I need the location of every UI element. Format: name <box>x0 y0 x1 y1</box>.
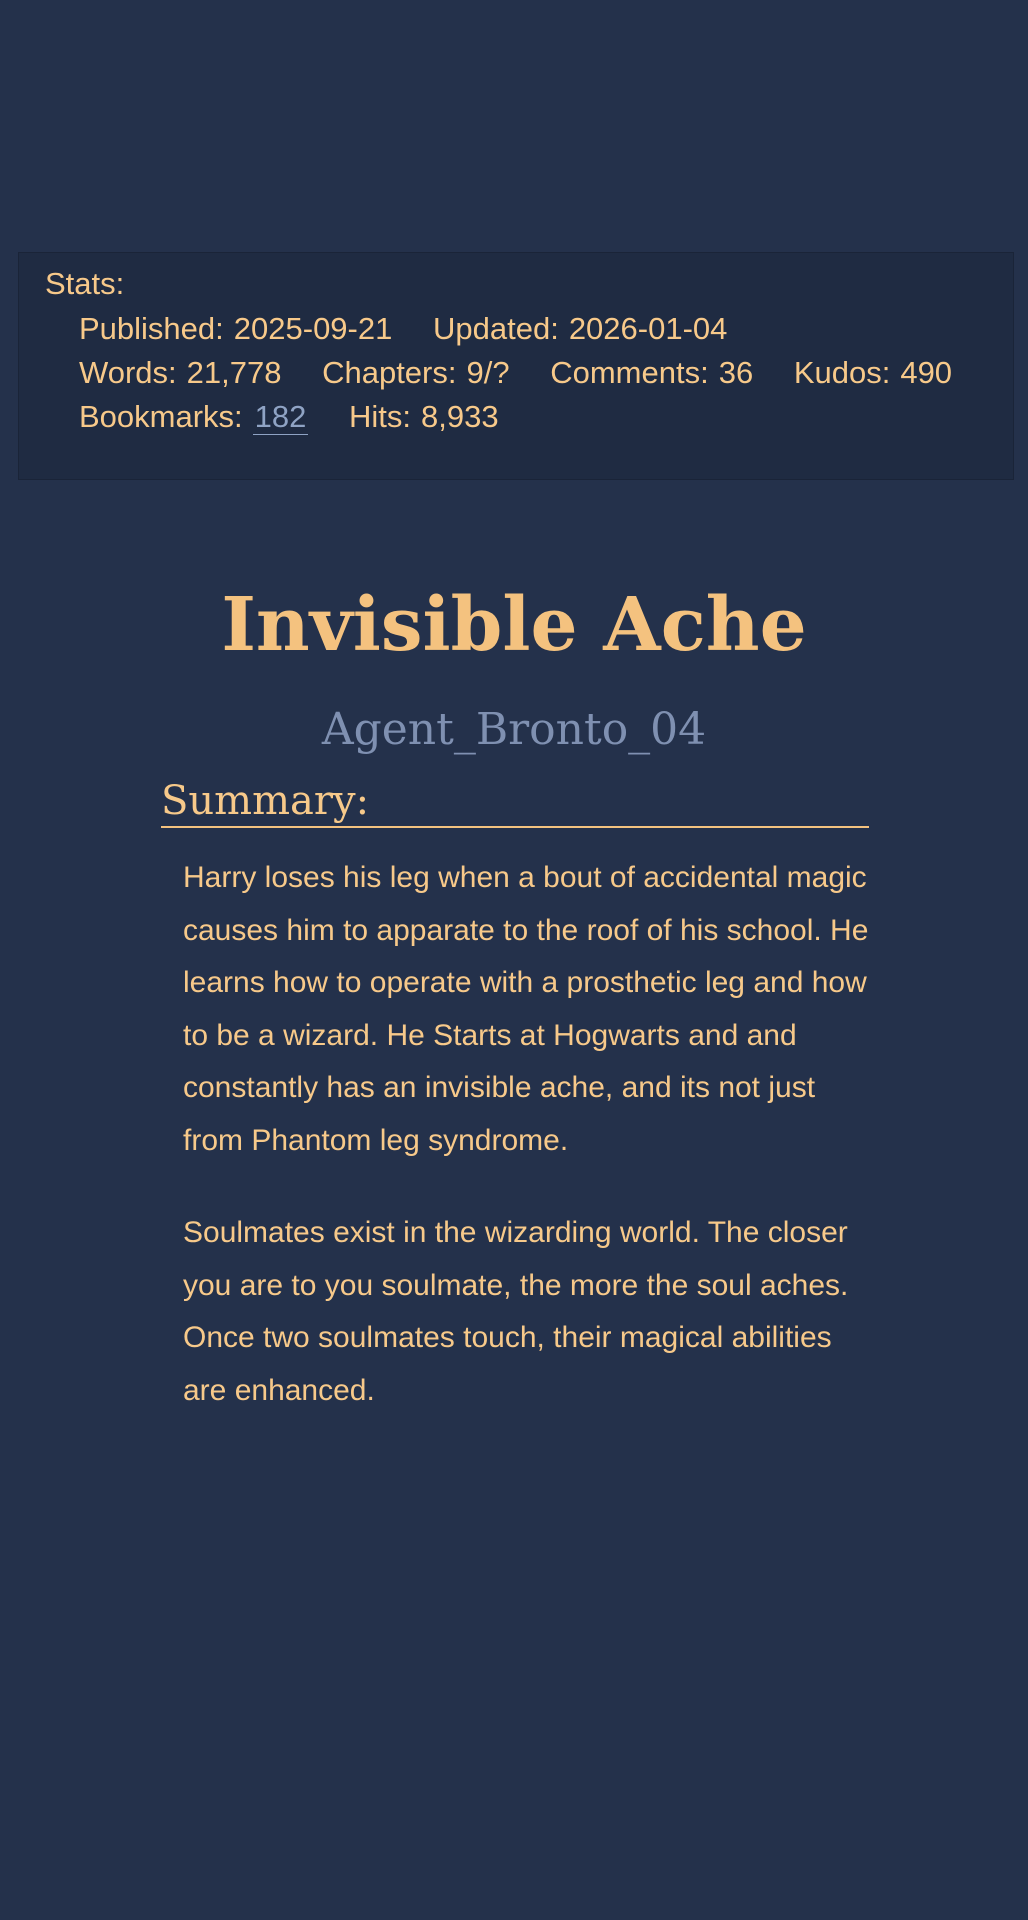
stat-updated-label: Updated: <box>432 311 559 346</box>
stats-list <box>79 307 989 439</box>
work-title: Invisible Ache <box>221 582 807 668</box>
stat-published-label: Published: <box>79 311 224 346</box>
stat-kudos-label: Kudos: <box>793 355 891 390</box>
stat-kudos-value: 490 <box>900 355 953 390</box>
stat-updated <box>433 311 727 346</box>
stats-box <box>18 252 1014 480</box>
stat-chapters-value: 9/? <box>466 355 510 390</box>
stat-comments <box>550 355 753 390</box>
summary-paragraph-1: Harry loses his leg when a bout of accidental magic causes him to apparate to the roof of his school. He learns how to operate with a prosthetic leg and how to be a wizard. He Starts at Hogwarts and and constantly has an invisible ache, and its not just from Phantom leg syndrome. <box>183 861 869 1157</box>
summary-paragraph-2: Soulmates exist in the wizarding world. The closer you are to you soulmate, the more the soul aches. Once two soulmates touch, their magical abilities are enhanced. <box>183 1216 849 1407</box>
stat-updated-value: 2026-01-04 <box>568 311 728 346</box>
stat-hits <box>349 399 499 434</box>
stat-published-value: 2025-09-21 <box>233 311 393 346</box>
stat-words <box>79 355 281 390</box>
stat-hits-label: Hits: <box>349 399 412 434</box>
stat-bookmarks-label: Bookmarks: <box>79 399 243 434</box>
summary-heading: Summary: <box>161 776 869 828</box>
author-link[interactable]: Agent_Bronto_04 <box>321 704 707 755</box>
stat-kudos <box>794 355 952 390</box>
summary-body <box>183 852 873 1457</box>
stat-hits-value: 8,933 <box>421 399 499 434</box>
bookmarks-link[interactable]: 182 <box>254 399 307 434</box>
stat-chapters <box>322 355 510 390</box>
stat-words-value: 21,778 <box>186 355 282 390</box>
stats-heading: Stats: <box>45 266 125 301</box>
stat-words-label: Words: <box>79 355 177 390</box>
stat-published <box>79 311 392 346</box>
stat-comments-label: Comments: <box>550 355 709 390</box>
stat-chapters-label: Chapters: <box>322 355 457 390</box>
stat-comments-value: 36 <box>718 355 754 390</box>
stat-bookmarks <box>79 399 308 434</box>
